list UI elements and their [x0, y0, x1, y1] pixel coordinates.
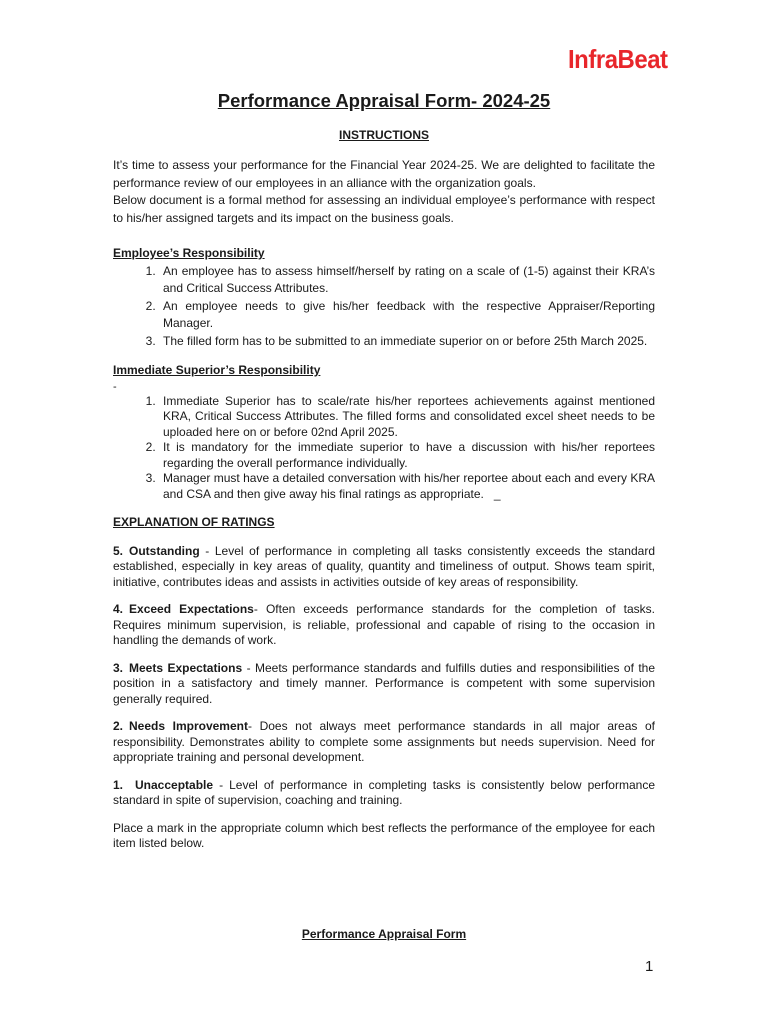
rating-text: - Level of performance in completing all tasks consistently exceeds the standard established, especially in key areas of quality, quantity and timeliness of output. Shows team spirit, initiative, contributes ideas and assists in activities outside of key areas of responsibility.	[113, 543, 655, 589]
trailing-mark: _	[493, 486, 501, 501]
rating-text: - Does not always meet performance standards in all major areas of responsibility. Demonstrates ability to complete some assignments but needs supervision. Need for appropriate training and personal development.	[113, 719, 655, 764]
rating-item	[113, 602, 655, 649]
rating-label: Outstanding	[129, 543, 200, 558]
infrabeat-logo	[568, 44, 668, 75]
logo-part-infra: Infra	[568, 44, 618, 74]
rating-number: 2.	[113, 719, 124, 733]
employee-responsibility-heading: Employee’s Responsibility	[113, 246, 265, 260]
list-item	[159, 471, 655, 502]
list-item: 1. An employee has to assess himself/herself by rating on a scale of (1-5) against their KRA’s and Critical Success Attributes.	[159, 263, 655, 298]
rating-number: 3.	[113, 660, 124, 675]
rating-item	[113, 719, 655, 766]
list-item-text: Manager must have a detailed conversation with his/her reportee about each and every KRA and CSA and then give away his final ratings as appropriate.	[163, 471, 655, 501]
rating-label: Unacceptable	[135, 777, 214, 792]
rating-label: Exceed Expectations	[129, 602, 254, 616]
dash-mark: -	[113, 380, 117, 393]
rating-number: 4.	[113, 602, 124, 616]
rating-text: - Meets performance standards and fulfills duties and responsibilities of the position in a satisfactory and timely manner. Performance is competent with some supervision generally required.	[113, 660, 656, 706]
page-number: 1	[645, 958, 654, 975]
rating-item	[113, 661, 655, 708]
intro-paragraph-2: Below document is a formal method for assessing an individual employee’s performance with respect to his/her assigned targets and its impact on the business goals.	[113, 193, 655, 225]
list-item: 2. An employee needs to give his/her feedback with the respective Appraiser/Reporting Manager.	[159, 298, 655, 333]
superior-responsibility-heading: Immediate Superior’s Responsibility	[113, 363, 321, 377]
rating-item	[113, 544, 655, 591]
rating-number: 1.	[113, 777, 124, 792]
ratings-heading: EXPLANATION OF RATINGS	[113, 515, 275, 529]
rating-label: Meets Expectations	[129, 660, 243, 675]
page-title: Performance Appraisal Form- 2024-25	[217, 90, 551, 111]
place-mark-instruction: Place a mark in the appropriate column which best reflects the performance of the employee for each item listed below.	[113, 820, 655, 850]
list-item: 1. Immediate Superior has to scale/rate his/her reportees achievements against mentioned KRA, Critical Success Attributes. The filled forms and consolidated excel sheet needs to be uploaded here on or before 02nd April 2025.	[159, 394, 655, 441]
rating-item	[113, 778, 655, 809]
intro-paragraph: It’s time to assess your performance for the Financial Year 2024-25. We are delighted to facilitate the performance review of our employees in an alliance with the organization goals.	[113, 158, 655, 190]
instructions-heading: INSTRUCTIONS	[339, 128, 429, 142]
superior-responsibility-list	[113, 394, 655, 503]
rating-text: - Level of performance in completing tasks is consistently below performance standard in spite of supervision, coaching and training.	[113, 777, 655, 807]
rating-number: 5.	[113, 543, 124, 558]
rating-text: - Often exceeds performance standards for the completion of tasks. Requires minimum supervision, is reliable, professional and capable of rising to the occasion in handling the demands of work.	[113, 602, 655, 647]
rating-label: Needs Improvement	[129, 719, 248, 733]
list-item: 2. It is mandatory for the immediate superior to have a discussion with his/her reportees regarding the overall performance individually.	[159, 440, 655, 471]
footer-form-title: Performance Appraisal Form	[301, 927, 467, 941]
list-item: 3. The filled form has to be submitted to an immediate superior on or before 25th March 2025.	[159, 333, 655, 351]
employee-responsibility-list	[113, 263, 655, 351]
logo-part-beat: Beat	[617, 44, 668, 74]
document-body	[113, 157, 655, 852]
